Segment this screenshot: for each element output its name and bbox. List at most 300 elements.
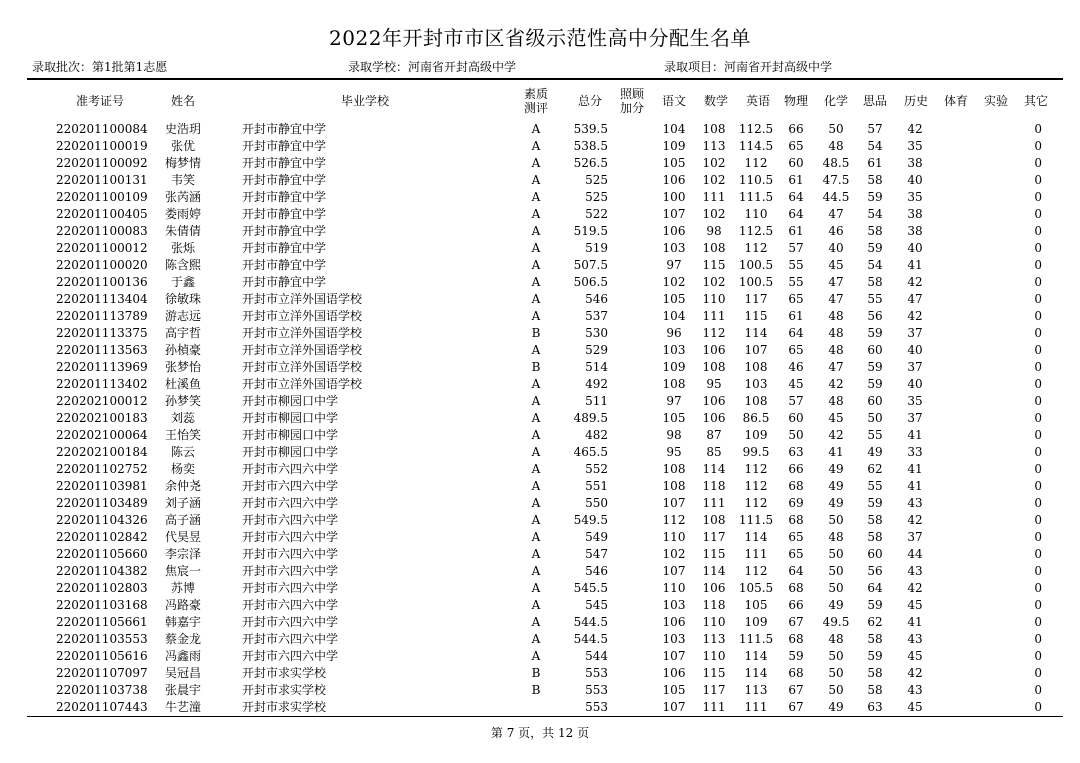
cell-other: 0 xyxy=(1034,156,1042,170)
cell-name: 梅梦情 xyxy=(164,156,201,170)
cell-quality: A xyxy=(531,513,541,527)
cell-name: 焦宸一 xyxy=(164,564,201,578)
cell-id: 220202100064 xyxy=(56,428,148,442)
cell-history: 35 xyxy=(907,394,923,408)
cell-school: 开封市静宜中学 xyxy=(242,156,327,170)
cell-total: 544.5 xyxy=(573,632,608,646)
col-header-bonus: 照顾加分 xyxy=(619,87,644,115)
cell-id: 220201113789 xyxy=(56,309,148,323)
cell-other: 0 xyxy=(1034,530,1042,544)
cell-total: 538.5 xyxy=(573,139,608,153)
cell-total: 553 xyxy=(585,666,608,680)
cell-history: 41 xyxy=(907,258,923,272)
cell-name: 陈含熙 xyxy=(164,258,201,272)
cell-total: 553 xyxy=(585,683,608,697)
cell-total: 546 xyxy=(585,292,608,306)
cell-chemistry: 50 xyxy=(828,581,844,595)
cell-name: 刘子涵 xyxy=(164,496,201,510)
cell-name: 韩嘉宇 xyxy=(164,615,201,629)
cell-name: 孙梦笑 xyxy=(164,394,201,408)
cell-politics: 62 xyxy=(867,462,883,476)
cell-physics: 65 xyxy=(788,530,804,544)
cell-chemistry: 44.5 xyxy=(822,190,850,204)
cell-math: 106 xyxy=(702,581,726,595)
col-header-school: 毕业学校 xyxy=(340,94,389,108)
cell-physics: 68 xyxy=(788,479,804,493)
cell-chinese: 105 xyxy=(662,683,686,697)
cell-chemistry: 48 xyxy=(828,632,844,646)
cell-english: 112 xyxy=(744,462,768,476)
table-row xyxy=(0,614,1080,631)
cell-name: 韦笑 xyxy=(170,173,195,187)
cell-id: 220202100012 xyxy=(56,394,148,408)
cell-chinese: 105 xyxy=(662,411,686,425)
cell-quality: A xyxy=(531,615,541,629)
admission-batch: 录取批次：第1批第1志愿 xyxy=(32,60,168,74)
cell-school: 开封市六四六中学 xyxy=(242,564,339,578)
cell-english: 112 xyxy=(744,241,768,255)
cell-chemistry: 50 xyxy=(828,564,844,578)
cell-id: 220201105661 xyxy=(56,615,148,629)
cell-other: 0 xyxy=(1034,598,1042,612)
cell-physics: 57 xyxy=(788,394,804,408)
cell-id: 220201105660 xyxy=(56,547,148,561)
cell-chemistry: 47 xyxy=(828,207,844,221)
cell-other: 0 xyxy=(1034,326,1042,340)
cell-school: 开封市柳园口中学 xyxy=(242,428,339,442)
cell-quality: A xyxy=(531,445,541,459)
cell-school: 开封市六四六中学 xyxy=(242,530,339,544)
cell-physics: 46 xyxy=(788,360,804,374)
cell-name: 杜溪鱼 xyxy=(164,377,201,391)
cell-history: 38 xyxy=(907,224,923,238)
cell-history: 43 xyxy=(907,683,923,697)
cell-chemistry: 45 xyxy=(828,258,844,272)
cell-politics: 59 xyxy=(867,598,883,612)
cell-physics: 67 xyxy=(788,700,804,714)
cell-english: 115 xyxy=(744,309,768,323)
cell-chemistry: 49 xyxy=(828,700,844,714)
cell-quality: A xyxy=(531,564,541,578)
cell-other: 0 xyxy=(1034,190,1042,204)
cell-math: 108 xyxy=(702,122,726,136)
cell-quality: A xyxy=(531,496,541,510)
cell-name: 苏博 xyxy=(170,581,195,595)
cell-chemistry: 49 xyxy=(828,462,844,476)
cell-politics: 58 xyxy=(867,275,883,289)
cell-id: 220201113375 xyxy=(56,326,148,340)
cell-physics: 57 xyxy=(788,241,804,255)
cell-name: 张优 xyxy=(170,139,195,153)
cell-math: 87 xyxy=(706,428,722,442)
cell-school: 开封市柳园口中学 xyxy=(242,411,339,425)
cell-other: 0 xyxy=(1034,581,1042,595)
cell-politics: 49 xyxy=(867,445,883,459)
cell-name: 张梦怡 xyxy=(164,360,201,374)
table-row xyxy=(0,461,1080,478)
cell-physics: 67 xyxy=(788,683,804,697)
cell-english: 114 xyxy=(744,530,768,544)
page-number: 第 7 页，共 12 页 xyxy=(490,726,590,740)
cell-physics: 66 xyxy=(788,598,804,612)
cell-quality: B xyxy=(531,666,541,680)
cell-total: 526.5 xyxy=(573,156,608,170)
cell-school: 开封市六四六中学 xyxy=(242,547,339,561)
cell-history: 43 xyxy=(907,632,923,646)
cell-school: 开封市静宜中学 xyxy=(242,258,327,272)
cell-english: 112 xyxy=(744,156,768,170)
table-row xyxy=(0,580,1080,597)
cell-chinese: 104 xyxy=(662,309,686,323)
cell-english: 114 xyxy=(744,649,768,663)
cell-name: 于鑫 xyxy=(170,275,195,289)
cell-other: 0 xyxy=(1034,666,1042,680)
cell-chinese: 106 xyxy=(662,224,686,238)
admission-school: 录取学校：河南省开封高级中学 xyxy=(348,60,517,74)
cell-english: 112.5 xyxy=(738,122,774,136)
cell-name: 张烁 xyxy=(170,241,195,255)
col-header-pe: 体育 xyxy=(943,94,968,108)
cell-total: 519.5 xyxy=(573,224,608,238)
cell-id: 220201100020 xyxy=(56,258,148,272)
cell-politics: 60 xyxy=(867,343,883,357)
cell-chemistry: 46 xyxy=(828,224,844,238)
cell-math: 108 xyxy=(702,241,726,255)
cell-physics: 65 xyxy=(788,139,804,153)
cell-school: 开封市静宜中学 xyxy=(242,241,327,255)
cell-id: 220201113563 xyxy=(56,343,148,357)
cell-chemistry: 50 xyxy=(828,666,844,680)
cell-english: 109 xyxy=(744,615,768,629)
cell-math: 113 xyxy=(702,632,726,646)
cell-chinese: 105 xyxy=(662,292,686,306)
cell-chinese: 102 xyxy=(662,547,686,561)
cell-history: 41 xyxy=(907,479,923,493)
cell-politics: 59 xyxy=(867,190,883,204)
cell-id: 220201100131 xyxy=(56,173,148,187)
cell-id: 220201100012 xyxy=(56,241,148,255)
cell-total: 489.5 xyxy=(573,411,608,425)
cell-history: 41 xyxy=(907,615,923,629)
cell-politics: 56 xyxy=(867,309,883,323)
cell-chinese: 112 xyxy=(662,513,686,527)
cell-quality: A xyxy=(531,377,541,391)
cell-chinese: 103 xyxy=(662,632,686,646)
cell-school: 开封市六四六中学 xyxy=(242,581,339,595)
cell-name: 张晨宇 xyxy=(164,683,201,697)
cell-school: 开封市立洋外国语学校 xyxy=(242,292,363,306)
cell-chemistry: 48 xyxy=(828,139,844,153)
cell-politics: 54 xyxy=(867,258,883,272)
table-row xyxy=(0,359,1080,376)
cell-quality: A xyxy=(531,190,541,204)
cell-math: 115 xyxy=(702,547,726,561)
cell-name: 冯路豪 xyxy=(164,598,201,612)
cell-math: 98 xyxy=(706,224,722,238)
table-row xyxy=(0,291,1080,308)
cell-school: 开封市立洋外国语学校 xyxy=(242,360,363,374)
cell-math: 106 xyxy=(702,343,726,357)
page-title: 2022年开封市市区省级示范性高中分配生名单 xyxy=(329,26,751,50)
cell-math: 110 xyxy=(702,649,726,663)
cell-chemistry: 50 xyxy=(828,649,844,663)
cell-math: 102 xyxy=(702,207,726,221)
cell-politics: 59 xyxy=(867,360,883,374)
cell-chemistry: 40 xyxy=(828,241,844,255)
cell-politics: 58 xyxy=(867,530,883,544)
cell-total: 551 xyxy=(585,479,608,493)
cell-history: 42 xyxy=(907,666,923,680)
cell-school: 开封市立洋外国语学校 xyxy=(242,343,363,357)
cell-id: 220201113969 xyxy=(56,360,148,374)
col-header-chemistry: 化学 xyxy=(823,94,848,108)
cell-math: 114 xyxy=(702,462,726,476)
cell-id: 220201102803 xyxy=(56,581,148,595)
header-divider xyxy=(27,78,1063,80)
cell-politics: 55 xyxy=(867,479,883,493)
table-row xyxy=(0,257,1080,274)
cell-school: 开封市立洋外国语学校 xyxy=(242,309,363,323)
cell-physics: 65 xyxy=(788,547,804,561)
cell-other: 0 xyxy=(1034,445,1042,459)
cell-physics: 63 xyxy=(788,445,804,459)
cell-id: 220201103553 xyxy=(56,632,148,646)
cell-id: 220201105616 xyxy=(56,649,148,663)
cell-english: 111.5 xyxy=(738,190,774,204)
cell-chinese: 102 xyxy=(662,275,686,289)
cell-chinese: 109 xyxy=(662,360,686,374)
cell-chemistry: 42 xyxy=(828,428,844,442)
cell-quality: A xyxy=(531,122,541,136)
cell-history: 41 xyxy=(907,428,923,442)
cell-quality: A xyxy=(531,462,541,476)
cell-chemistry: 50 xyxy=(828,683,844,697)
cell-quality: A xyxy=(531,428,541,442)
cell-politics: 59 xyxy=(867,377,883,391)
cell-chinese: 104 xyxy=(662,122,686,136)
cell-history: 37 xyxy=(907,326,923,340)
cell-english: 86.5 xyxy=(742,411,770,425)
cell-other: 0 xyxy=(1034,547,1042,561)
cell-physics: 55 xyxy=(788,275,804,289)
cell-history: 47 xyxy=(907,292,923,306)
cell-chinese: 103 xyxy=(662,343,686,357)
cell-politics: 58 xyxy=(867,513,883,527)
cell-history: 40 xyxy=(907,343,923,357)
cell-politics: 58 xyxy=(867,173,883,187)
cell-math: 115 xyxy=(702,666,726,680)
table-row xyxy=(0,427,1080,444)
cell-quality: A xyxy=(531,479,541,493)
cell-history: 33 xyxy=(907,445,923,459)
cell-quality: A xyxy=(531,411,541,425)
cell-history: 43 xyxy=(907,564,923,578)
col-header-english: 英语 xyxy=(745,94,770,108)
cell-total: 492 xyxy=(585,377,608,391)
cell-name: 李宗泽 xyxy=(164,547,201,561)
cell-english: 111.5 xyxy=(738,513,774,527)
cell-school: 开封市立洋外国语学校 xyxy=(242,326,363,340)
cell-other: 0 xyxy=(1034,496,1042,510)
cell-quality: A xyxy=(531,394,541,408)
cell-english: 112 xyxy=(744,496,768,510)
cell-english: 111 xyxy=(744,547,768,561)
cell-math: 111 xyxy=(702,496,726,510)
cell-total: 506.5 xyxy=(573,275,608,289)
table-row xyxy=(0,478,1080,495)
cell-total: 522 xyxy=(585,207,608,221)
cell-physics: 67 xyxy=(788,615,804,629)
cell-history: 45 xyxy=(907,700,923,714)
cell-other: 0 xyxy=(1034,275,1042,289)
cell-math: 102 xyxy=(702,156,726,170)
cell-chinese: 97 xyxy=(666,258,682,272)
cell-other: 0 xyxy=(1034,564,1042,578)
cell-total: 553 xyxy=(585,700,608,714)
cell-name: 陈云 xyxy=(170,445,195,459)
cell-math: 117 xyxy=(702,530,726,544)
cell-chinese: 110 xyxy=(662,581,686,595)
cell-school: 开封市求实学校 xyxy=(242,700,327,714)
cell-chemistry: 47 xyxy=(828,275,844,289)
cell-physics: 45 xyxy=(788,377,804,391)
cell-history: 42 xyxy=(907,581,923,595)
cell-history: 38 xyxy=(907,156,923,170)
cell-chemistry: 47 xyxy=(828,360,844,374)
cell-id: 220201100084 xyxy=(56,122,148,136)
cell-math: 112 xyxy=(702,326,726,340)
cell-name: 余仲尧 xyxy=(164,479,201,493)
cell-other: 0 xyxy=(1034,207,1042,221)
cell-id: 220201103168 xyxy=(56,598,148,612)
cell-total: 545.5 xyxy=(573,581,608,595)
cell-id: 220201107443 xyxy=(56,700,148,714)
cell-physics: 68 xyxy=(788,632,804,646)
cell-physics: 64 xyxy=(788,207,804,221)
cell-math: 102 xyxy=(702,275,726,289)
cell-history: 40 xyxy=(907,173,923,187)
cell-politics: 58 xyxy=(867,632,883,646)
cell-chinese: 109 xyxy=(662,139,686,153)
cell-math: 106 xyxy=(702,411,726,425)
table-row xyxy=(0,546,1080,563)
cell-name: 高宇哲 xyxy=(164,326,201,340)
cell-english: 103 xyxy=(744,377,768,391)
cell-chemistry: 47.5 xyxy=(822,173,850,187)
cell-politics: 61 xyxy=(867,156,883,170)
cell-name: 王怡笑 xyxy=(164,428,201,442)
cell-name: 徐敏珠 xyxy=(164,292,201,306)
admission-project: 录取项目：河南省开封高级中学 xyxy=(664,60,833,74)
cell-total: 547 xyxy=(585,547,608,561)
cell-id: 220201113404 xyxy=(56,292,148,306)
cell-physics: 61 xyxy=(788,309,804,323)
table-row xyxy=(0,665,1080,682)
cell-english: 117 xyxy=(744,292,768,306)
col-header-math: 数学 xyxy=(703,94,728,108)
cell-history: 38 xyxy=(907,207,923,221)
cell-id: 220202100184 xyxy=(56,445,148,459)
cell-chinese: 107 xyxy=(662,700,686,714)
cell-other: 0 xyxy=(1034,632,1042,646)
cell-quality: A xyxy=(531,581,541,595)
cell-history: 40 xyxy=(907,241,923,255)
cell-chinese: 107 xyxy=(662,564,686,578)
cell-school: 开封市求实学校 xyxy=(242,683,327,697)
cell-name: 蔡金龙 xyxy=(164,632,201,646)
cell-physics: 64 xyxy=(788,190,804,204)
cell-quality: A xyxy=(531,292,541,306)
table-row xyxy=(0,240,1080,257)
cell-quality: A xyxy=(531,649,541,663)
cell-school: 开封市柳园口中学 xyxy=(242,445,339,459)
cell-name: 牛艺潼 xyxy=(164,700,201,714)
cell-chemistry: 47 xyxy=(828,292,844,306)
cell-chinese: 98 xyxy=(666,428,682,442)
cell-school: 开封市六四六中学 xyxy=(242,615,339,629)
cell-history: 44 xyxy=(907,547,923,561)
cell-total: 507.5 xyxy=(573,258,608,272)
cell-english: 114.5 xyxy=(738,139,774,153)
cell-physics: 61 xyxy=(788,224,804,238)
cell-english: 110.5 xyxy=(738,173,774,187)
cell-id: 220201103981 xyxy=(56,479,148,493)
table-row xyxy=(0,631,1080,648)
cell-politics: 56 xyxy=(867,564,883,578)
cell-school: 开封市静宜中学 xyxy=(242,275,327,289)
cell-other: 0 xyxy=(1034,122,1042,136)
cell-other: 0 xyxy=(1034,360,1042,374)
cell-chinese: 108 xyxy=(662,479,686,493)
table-row xyxy=(0,699,1080,716)
cell-school: 开封市六四六中学 xyxy=(242,632,339,646)
cell-english: 112 xyxy=(744,479,768,493)
cell-quality: A xyxy=(531,275,541,289)
cell-id: 220201104326 xyxy=(56,513,148,527)
cell-chemistry: 50 xyxy=(828,547,844,561)
cell-english: 100.5 xyxy=(738,275,774,289)
cell-physics: 66 xyxy=(788,462,804,476)
cell-history: 42 xyxy=(907,513,923,527)
cell-chemistry: 49 xyxy=(828,598,844,612)
col-header-quality: 素质测评 xyxy=(523,87,548,115)
cell-school: 开封市六四六中学 xyxy=(242,513,339,527)
cell-total: 549 xyxy=(585,530,608,544)
cell-name: 游志远 xyxy=(164,309,201,323)
cell-politics: 55 xyxy=(867,428,883,442)
cell-english: 111 xyxy=(744,700,768,714)
cell-school: 开封市六四六中学 xyxy=(242,496,339,510)
table-row xyxy=(0,529,1080,546)
col-header-name: 姓名 xyxy=(170,94,195,108)
cell-physics: 68 xyxy=(788,666,804,680)
cell-chinese: 106 xyxy=(662,615,686,629)
cell-politics: 54 xyxy=(867,207,883,221)
cell-history: 42 xyxy=(907,122,923,136)
cell-other: 0 xyxy=(1034,428,1042,442)
cell-chinese: 95 xyxy=(666,445,682,459)
cell-english: 109 xyxy=(744,428,768,442)
cell-other: 0 xyxy=(1034,241,1042,255)
cell-math: 117 xyxy=(702,683,726,697)
cell-total: 511 xyxy=(585,394,608,408)
col-header-id: 准考证号 xyxy=(75,94,124,108)
cell-history: 37 xyxy=(907,360,923,374)
cell-physics: 64 xyxy=(788,326,804,340)
cell-english: 107 xyxy=(744,343,768,357)
cell-math: 111 xyxy=(702,700,726,714)
cell-other: 0 xyxy=(1034,479,1042,493)
